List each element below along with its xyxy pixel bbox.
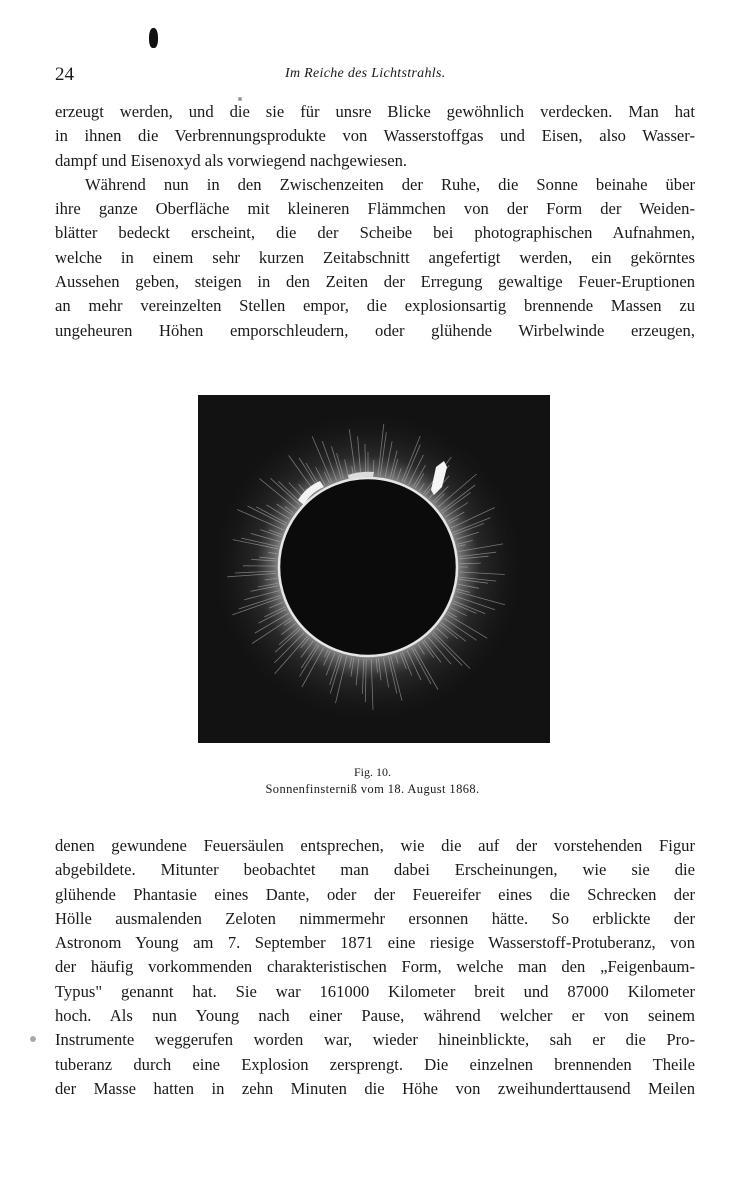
figure-label: Fig. 10.	[353, 765, 391, 779]
page-header	[55, 64, 695, 88]
text-line: Während nun in den Zwischenzeiten der Ruhe, die Sonne beinahe über	[85, 174, 695, 194]
ink-blot	[149, 28, 158, 48]
text-line: hoch. Als nun Young nach einer Pause, während welcher er von seinem	[55, 1006, 695, 1026]
text-line: abgebildete. Mitunter beobachtet man dabei Erscheinungen, wie sie die	[55, 860, 695, 880]
text-line: erzeugt werden, und die sie für unsre Blicke gewöhnlich verdecken. Man hat	[55, 102, 695, 121]
text-line: Astronom Young am 7. September 1871 eine riesige Wasserstoff-Protuberanz, von	[55, 933, 695, 953]
solar-eclipse-engraving	[198, 395, 550, 743]
text-line: an mehr vereinzelten Stellen empor, die explosionsartig brennende Massen zu	[55, 296, 695, 316]
page-number: 24	[55, 64, 74, 85]
text-line: blätter bedeckt erscheint, die der Scheibe bei photographischen Aufnahmen,	[55, 223, 695, 243]
text-block-top	[55, 100, 695, 343]
text-line: dampf und Eisenoxyd als vorwiegend nachgewiesen.	[55, 150, 408, 170]
text-line: Instrumente weggerufen worden war, wieder hineinblickte, sah er die Pro-	[55, 1030, 695, 1050]
text-line: in ihnen die Verbrennungsprodukte von Wasserstoffgas und Eisen, also Wasser-	[55, 126, 695, 146]
text-line: tuberanz durch eine Explosion zersprengt. Die einzelnen brennenden Theile	[55, 1054, 695, 1074]
text-line: Hölle ausmalenden Zeloten nimmermehr ersonnen hätte. So erblickte der	[55, 908, 695, 928]
text-line: ungeheuren Höhen emporschleudern, oder glühende Wirbelwinde erzeugen,	[55, 320, 695, 340]
text-line: ihre ganze Oberfläche mit kleineren Flämmchen von der Form der Weiden-	[55, 199, 695, 219]
solar-eclipse-figure	[198, 395, 550, 743]
running-head: Im Reiche des Lichtstrahls.	[285, 66, 446, 81]
text-line: glühende Phantasie eines Dante, oder der Feuereifer eines die Schrecken der	[55, 884, 695, 904]
text-line: Aussehen geben, steigen in den Zeiten der Erregung gewaltige Feuer-Eruptionen	[55, 272, 695, 292]
text-line: welche in einem sehr kurzen Zeitabschnitt angefertigt werden, ein gekörntes	[55, 247, 695, 267]
text-line: der Masse hatten in zehn Minuten die Höhe von zweihunderttausend Meilen	[55, 1078, 695, 1098]
text-line: denen gewundene Feuersäulen entsprechen, wie die auf der vorstehenden Figur	[55, 836, 695, 855]
moon-disc	[279, 478, 457, 656]
figure-caption: Sonnenfinsterniß vom 18. August 1868.	[265, 782, 480, 796]
text-block-bottom	[55, 834, 695, 1101]
text-line: Typus" genannt hat. Sie war 161000 Kilometer breit und 87000 Kilometer	[55, 981, 695, 1001]
text-line: der häufig vorkommenden charakteristischen Form, welche man den „Feigenbaum-	[55, 957, 695, 977]
ink-speck	[30, 1036, 36, 1042]
